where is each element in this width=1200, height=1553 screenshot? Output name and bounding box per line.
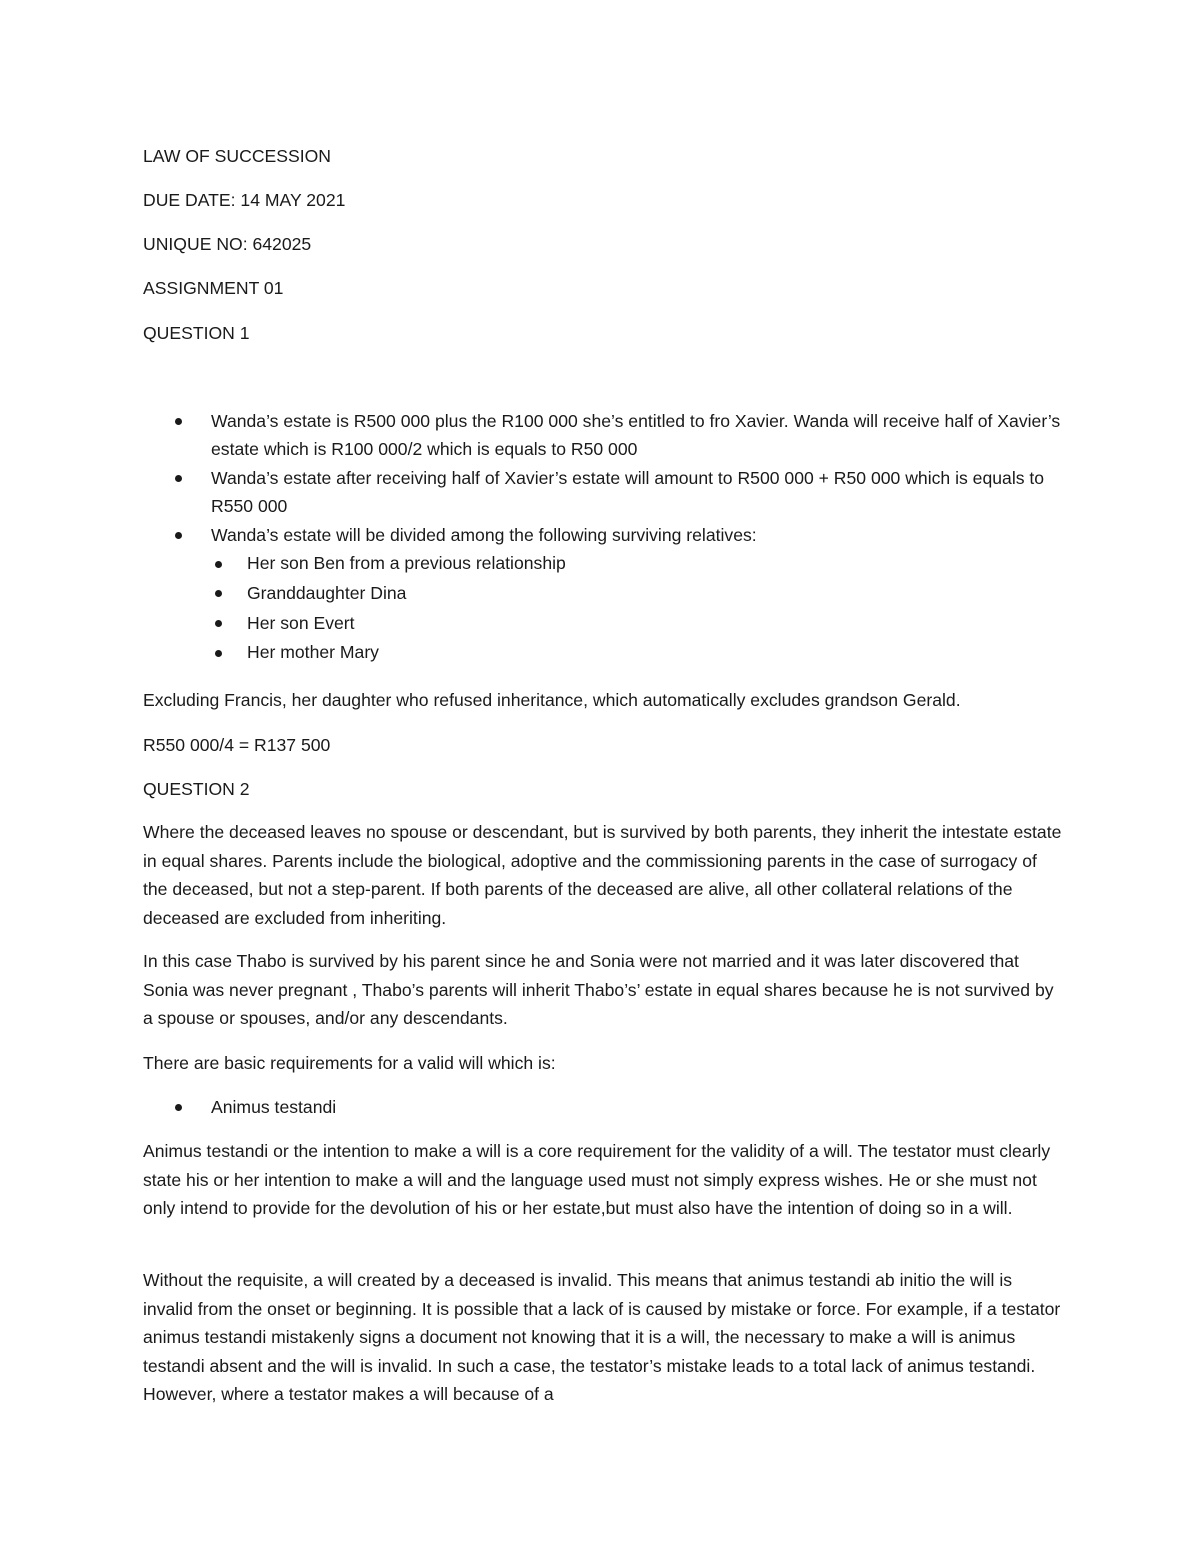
bullet-icon bbox=[215, 650, 222, 657]
bullet-icon bbox=[215, 561, 222, 568]
list-item bbox=[143, 407, 1063, 464]
bullet-icon bbox=[175, 475, 182, 482]
list-item-text: Wanda’s estate is R500 000 plus the R100 000 she’s entitled to fro Xavier. Wanda will receive half of Xavier’s estate which is R100 000/2 which is equals to R50 000 bbox=[211, 411, 1061, 460]
list-item-text: Wanda’s estate will be divided among the following surviving relatives: bbox=[211, 524, 757, 545]
list-item bbox=[143, 1093, 1063, 1121]
list-item bbox=[143, 464, 1063, 521]
paragraph-text: Animus testandi or the intention to make a will is a core requirement for the validity of a will. The testator must clearly state his or her intention to make a will and the language used must not simply express wishes. He or she must not only intend to provide for the devolution of his or her estate,but must also have the intention of doing so in a will. bbox=[143, 1141, 1051, 1219]
bullet-icon bbox=[215, 620, 222, 627]
paragraph-text: In this case Thabo is survived by his parent since he and Sonia were not married and it was later discovered that Sonia was never pregnant , Thabo’s parents will inherit Thabo’s’ estate in equal shares because he is not survived by a spouse or spouses, and/or any descendants. bbox=[143, 951, 1054, 1029]
paragraph-text: Where the deceased leaves no spouse or descendant, but is survived by both parents, they inherit the intestate estate in equal shares. Parents include the biological, adoptive and the commissioning parents in the case of surrogacy of the deceased, but not a step-parent. If both parents of the deceased are alive, all other collateral relations of the deceased are excluded from inheriting. bbox=[143, 822, 1062, 928]
list-item bbox=[143, 521, 1063, 549]
bullet-icon bbox=[175, 1104, 182, 1111]
requirements-list bbox=[143, 1093, 1063, 1121]
bullet-icon bbox=[175, 532, 182, 539]
course-title: LAW OF SUCCESSION bbox=[143, 146, 332, 166]
unique-number: UNIQUE NO: 642025 bbox=[143, 234, 312, 254]
list-item bbox=[143, 549, 1063, 579]
question-1-bullet-list bbox=[143, 407, 1063, 668]
list-item-text: Granddaughter Dina bbox=[247, 582, 407, 603]
paragraph-parents-inherit bbox=[143, 818, 1063, 932]
list-item bbox=[143, 609, 1063, 639]
paragraph-animus-testandi bbox=[143, 1137, 1063, 1223]
list-item-text: Wanda’s estate after receiving half of Xavier’s estate will amount to R500 000 + R50 000 which is equals to R550 000 bbox=[211, 467, 1045, 517]
question-1-heading: QUESTION 1 bbox=[143, 323, 250, 343]
list-item-text: Her son Ben from a previous relationship bbox=[247, 553, 566, 574]
list-item-text: Her mother Mary bbox=[247, 642, 379, 663]
question-2-heading: QUESTION 2 bbox=[143, 779, 250, 799]
list-item-text: Animus testandi bbox=[211, 1097, 337, 1117]
paragraph-text: Without the requisite, a will created by a deceased is invalid. This means that animus testandi ab initio the will is invalid from the onset or beginning. It is possible that a lack of is caused by mistake or force. For example, if a testator animus testandi mistakenly signs a document not knowing that it is a will, the necessary to make a will is animus testandi absent and the will is invalid. In such a case, the testator’s mistake leads to a total lack of animus testandi. However, where a testator makes a will because of a bbox=[143, 1270, 1061, 1405]
bullet-icon bbox=[215, 590, 222, 597]
list-item bbox=[143, 579, 1063, 609]
paragraph-thabo-case bbox=[143, 947, 1063, 1033]
list-item bbox=[143, 638, 1063, 668]
bullet-icon bbox=[175, 418, 182, 425]
due-date: DUE DATE: 14 MAY 2021 bbox=[143, 190, 346, 210]
exclusion-note: Excluding Francis, her daughter who refused inheritance, which automatically excludes grandson Gerald. bbox=[143, 690, 961, 710]
calculation: R550 000/4 = R137 500 bbox=[143, 735, 331, 755]
requirements-intro: There are basic requirements for a valid will which is: bbox=[143, 1053, 556, 1073]
assignment-number: ASSIGNMENT 01 bbox=[143, 278, 284, 298]
paragraph-invalid-will bbox=[143, 1266, 1063, 1409]
list-item-text: Her son Evert bbox=[247, 612, 355, 633]
